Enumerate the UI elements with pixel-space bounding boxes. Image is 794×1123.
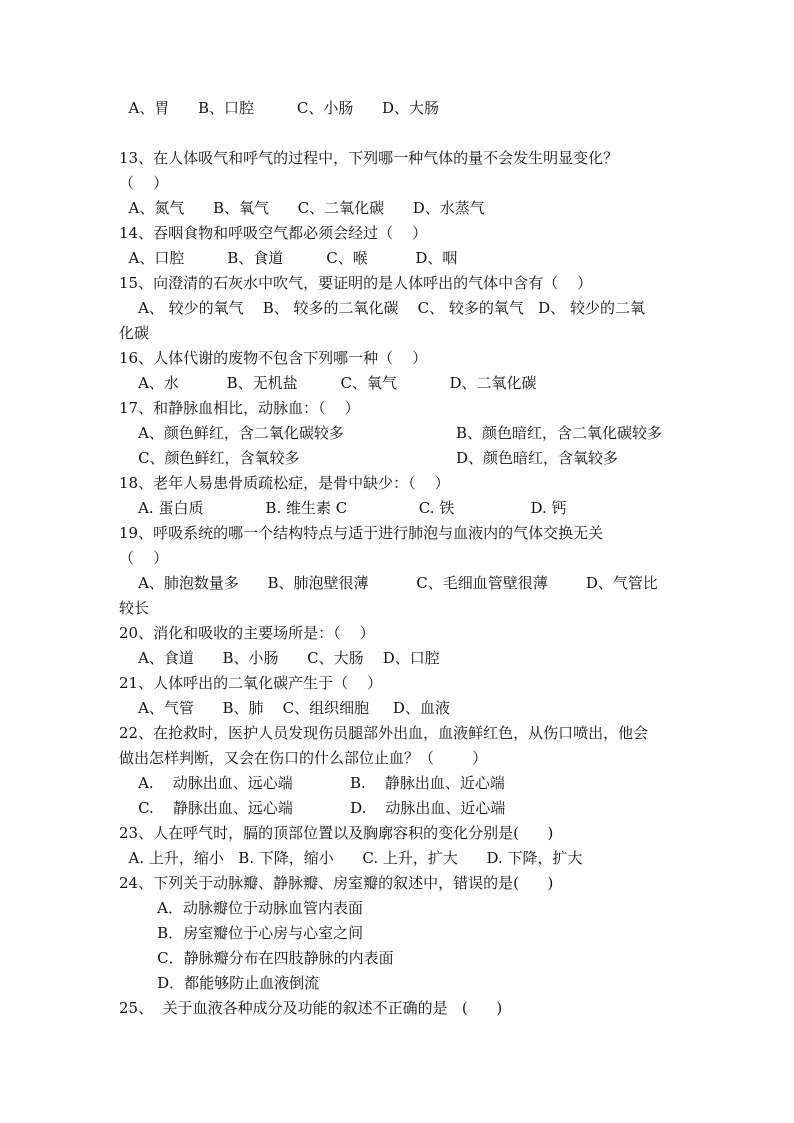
q18-question: 18、老年人易患骨质疏松症，是骨中缺少：（ ）: [119, 474, 450, 492]
q14-question: 14、吞咽食物和呼吸空气都必须会经过（ ）: [119, 224, 428, 242]
q17-option-a: A、颜色鲜红，含二氧化碳较多: [119, 424, 344, 442]
q15-options-cont: 化碳: [119, 324, 150, 342]
q15-question: 15、向澄清的石灰水中吹气，要证明的是人体呼出的气体中含有（ ）: [119, 274, 593, 292]
q25-question: 25、 关于血液各种成分及功能的叙述不正确的是 ( ): [119, 999, 503, 1017]
q24-option-a: A．动脉瓣位于动脉血管内表面: [119, 899, 363, 917]
q22-question-cont: 做出怎样判断，又会在伤口的什么部位止血？（ ）: [119, 749, 488, 767]
q23-question: 23、人在呼气时，膈的顶部位置以及胸廓容积的变化分别是( ): [119, 824, 554, 842]
q22-options-ab: A. 动脉出血、远心端 B. 静脉出血、近心端: [119, 774, 505, 792]
q13-options: A、氮气 B、氧气 C、二氧化碳 D、水蒸气: [119, 199, 485, 217]
q19-answer-bracket: （ ）: [119, 549, 169, 567]
q12-options: A、胃 B、口腔 C、小肠 D、大肠: [119, 99, 440, 117]
q17-question: 17、和静脉血相比，动脉血：（ ）: [119, 399, 360, 417]
q21-question: 21、人体呼出的二氧化碳产生于（ ）: [119, 674, 383, 692]
q16-options: A、水 B、无机盐 C、氧气 D、二氧化碳: [119, 374, 537, 392]
q14-options: A、口腔 B、食道 C、喉 D、咽: [119, 249, 458, 267]
q17-option-b: B、颜色暗红，含二氧化碳较多: [456, 424, 663, 442]
q13-question: 13、在人体吸气和呼气的过程中，下列哪一种气体的量不会发生明显变化？: [119, 149, 619, 167]
q21-options: A、气管 B、肺 C、组织细胞 D、血液: [119, 699, 450, 717]
q19-options-cont: 较长: [119, 599, 150, 617]
q17-option-d: D、颜色暗红，含氧较多: [456, 449, 619, 467]
q20-options: A、食道 B、小肠 C、大肠 D、口腔: [119, 649, 440, 667]
q24-option-b: B．房室瓣位于心房与心室之间: [119, 924, 364, 942]
q24-question: 24、下列关于动脉瓣、静脉瓣、房室瓣的叙述中，错误的是( ): [119, 874, 554, 892]
q13-answer-bracket: （ ）: [119, 174, 169, 192]
q24-option-c: C．静脉瓣分布在四肢静脉的内表面: [119, 949, 394, 967]
q22-question: 22、在抢救时，医护人员发现伤员腿部外出血，血液鲜红色，从伤口喷出，他会: [119, 724, 649, 742]
q22-options-cd: C. 静脉出血、远心端 D. 动脉出血、近心端: [119, 799, 506, 817]
q24-option-d: D．都能够防止血液倒流: [119, 974, 320, 992]
q16-question: 16、人体代谢的废物不包含下列哪一种（ ）: [119, 349, 428, 367]
q20-question: 20、消化和吸收的主要场所是：（ ）: [119, 624, 375, 642]
q18-options: A. 蛋白质 B. 维生素 C C. 铁 D. 钙: [119, 499, 567, 517]
q23-options: A. 上升，缩小 B. 下降，缩小 C. 上升，扩大 D. 下降，扩大: [119, 849, 583, 867]
q17-option-c: C、颜色鲜红，含氧较多: [119, 449, 300, 467]
q19-question: 19、呼吸系统的哪一个结构特点与适于进行肺泡与血液内的气体交换无关: [119, 524, 604, 542]
q15-options: A、 较少的氧气 B、 较多的二氧化碳 C、 较多的氧气 D、 较少的二氧: [119, 299, 645, 317]
q19-options: A、肺泡数量多 B、肺泡壁很薄 C、毛细血管壁很薄 D、气管比: [119, 574, 658, 592]
